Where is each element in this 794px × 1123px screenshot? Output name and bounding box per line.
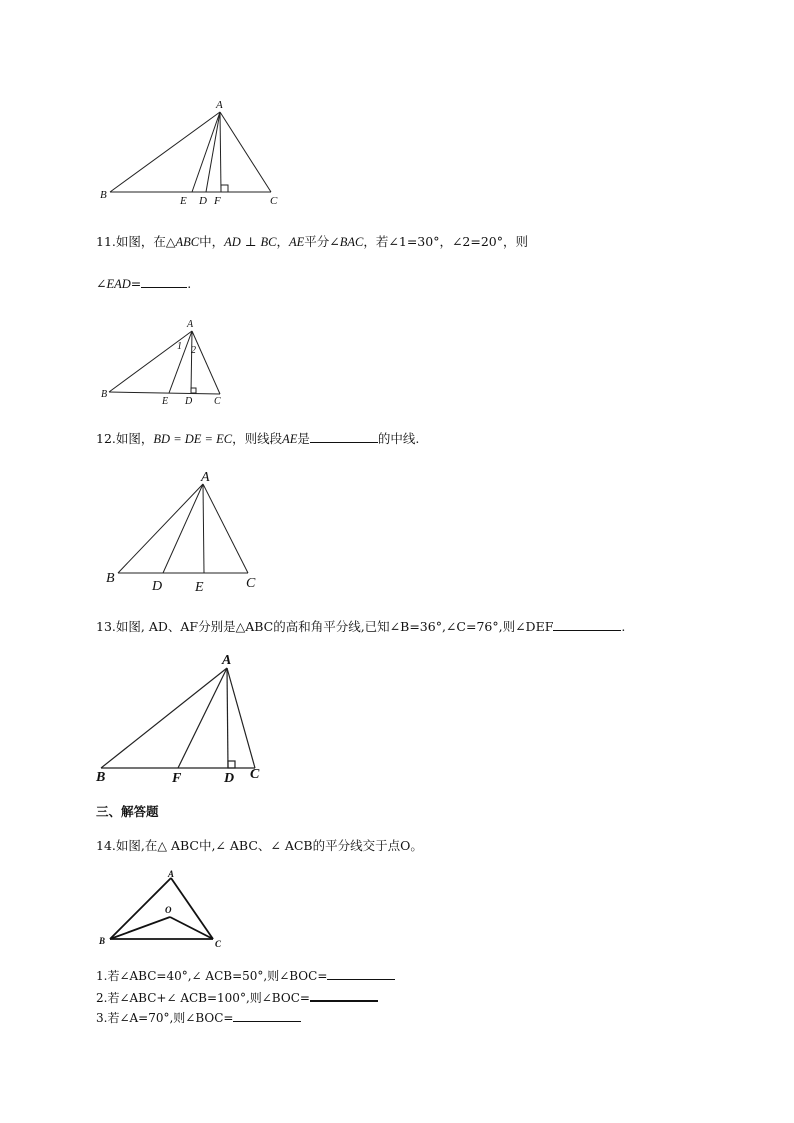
right-angle-mark: [191, 388, 196, 393]
label-B: B: [100, 189, 107, 201]
answer-blank-11[interactable]: [141, 275, 187, 288]
label-F: F: [214, 195, 221, 207]
segment-AE: [192, 112, 220, 192]
label-E: E: [180, 195, 187, 207]
label-A: A: [201, 470, 210, 485]
question-14: 14.如图,在△ ABC中,∠ ABC、∠ ACB的平分线交于点O。: [96, 838, 423, 853]
label-E: E: [195, 580, 204, 595]
segment-AE: [203, 484, 204, 573]
answer-blank-14-3[interactable]: [233, 1009, 301, 1022]
label-D: D: [152, 579, 163, 594]
right-angle-mark: [228, 761, 235, 768]
segment-AB: [110, 112, 220, 192]
label-C: C: [215, 939, 222, 949]
label-D: D: [199, 195, 207, 207]
answer-blank-13[interactable]: [553, 618, 621, 631]
segment-AC: [192, 331, 220, 394]
right-angle-mark: [221, 185, 228, 192]
segment-AC: [171, 878, 213, 939]
answer-blank-14-1[interactable]: [327, 967, 395, 980]
label-C: C: [270, 195, 278, 207]
label-E: E: [162, 396, 169, 407]
label-B: B: [106, 571, 115, 586]
segment-AF: [178, 668, 227, 768]
segment-AD: [163, 484, 203, 573]
label-1: 1: [177, 341, 182, 352]
question-14-part-1: 1.若∠ABC=40°,∠ ACB=50°,则∠BOC=: [96, 967, 395, 984]
figure-triangle-q14: [95, 866, 235, 956]
segment-CO: [170, 917, 213, 939]
label-C: C: [214, 396, 221, 407]
segment-AC: [203, 484, 248, 573]
label-2: 2: [191, 345, 196, 356]
question-12: 12.如图，BD = DE = EC，则线段AE是 的中线.: [96, 431, 420, 446]
segment-AD: [206, 112, 220, 192]
label-A: A: [187, 319, 194, 330]
label-C: C: [250, 767, 260, 782]
label-D: D: [224, 771, 235, 786]
label-O: O: [165, 905, 172, 915]
question-14-part-2: 2.若∠ABC+∠ ACB=100°,则∠BOC=: [96, 988, 378, 1006]
section-heading-3: 三、解答题: [96, 804, 159, 819]
label-B: B: [101, 389, 108, 400]
answer-blank-14-2[interactable]: [310, 988, 378, 1002]
label-B: B: [99, 936, 106, 946]
question-11-line2: ∠EAD= .: [96, 276, 192, 291]
question-14-part-3: 3.若∠A=70°,则∠BOC=: [96, 1009, 301, 1026]
question-13: 13.如图, AD、AF分别是△ABC的高和角平分线,已知∠B=36°,∠C=76°,则∠DEF .: [96, 619, 626, 634]
label-C: C: [246, 576, 256, 591]
label-D: D: [185, 396, 193, 407]
segment-BO: [110, 917, 170, 939]
segment-AD: [191, 331, 192, 393]
answer-blank-12[interactable]: [310, 430, 378, 443]
segment-AF: [220, 112, 221, 192]
question-11: 11.如图，在△ABC中，AD ⊥ BC，AE平分∠BAC，若∠1=30°，∠2=20°，则: [96, 234, 529, 249]
segment-AB: [110, 878, 171, 939]
figure-triangle-q12: [100, 465, 270, 595]
label-A: A: [168, 869, 175, 879]
segment-AB: [101, 668, 227, 768]
segment-AB: [118, 484, 203, 573]
figure-triangle-q11: [95, 315, 235, 410]
segment-AC: [227, 668, 255, 768]
label-A: A: [216, 99, 223, 111]
segment-AC: [220, 112, 271, 192]
label-A: A: [222, 653, 232, 668]
segment-BC: [109, 392, 220, 394]
figure-triangle-q10: [90, 95, 290, 210]
segment-AD: [227, 668, 228, 768]
figure-triangle-q13: [90, 650, 280, 790]
label-F: F: [172, 771, 182, 786]
label-B: B: [96, 770, 106, 785]
